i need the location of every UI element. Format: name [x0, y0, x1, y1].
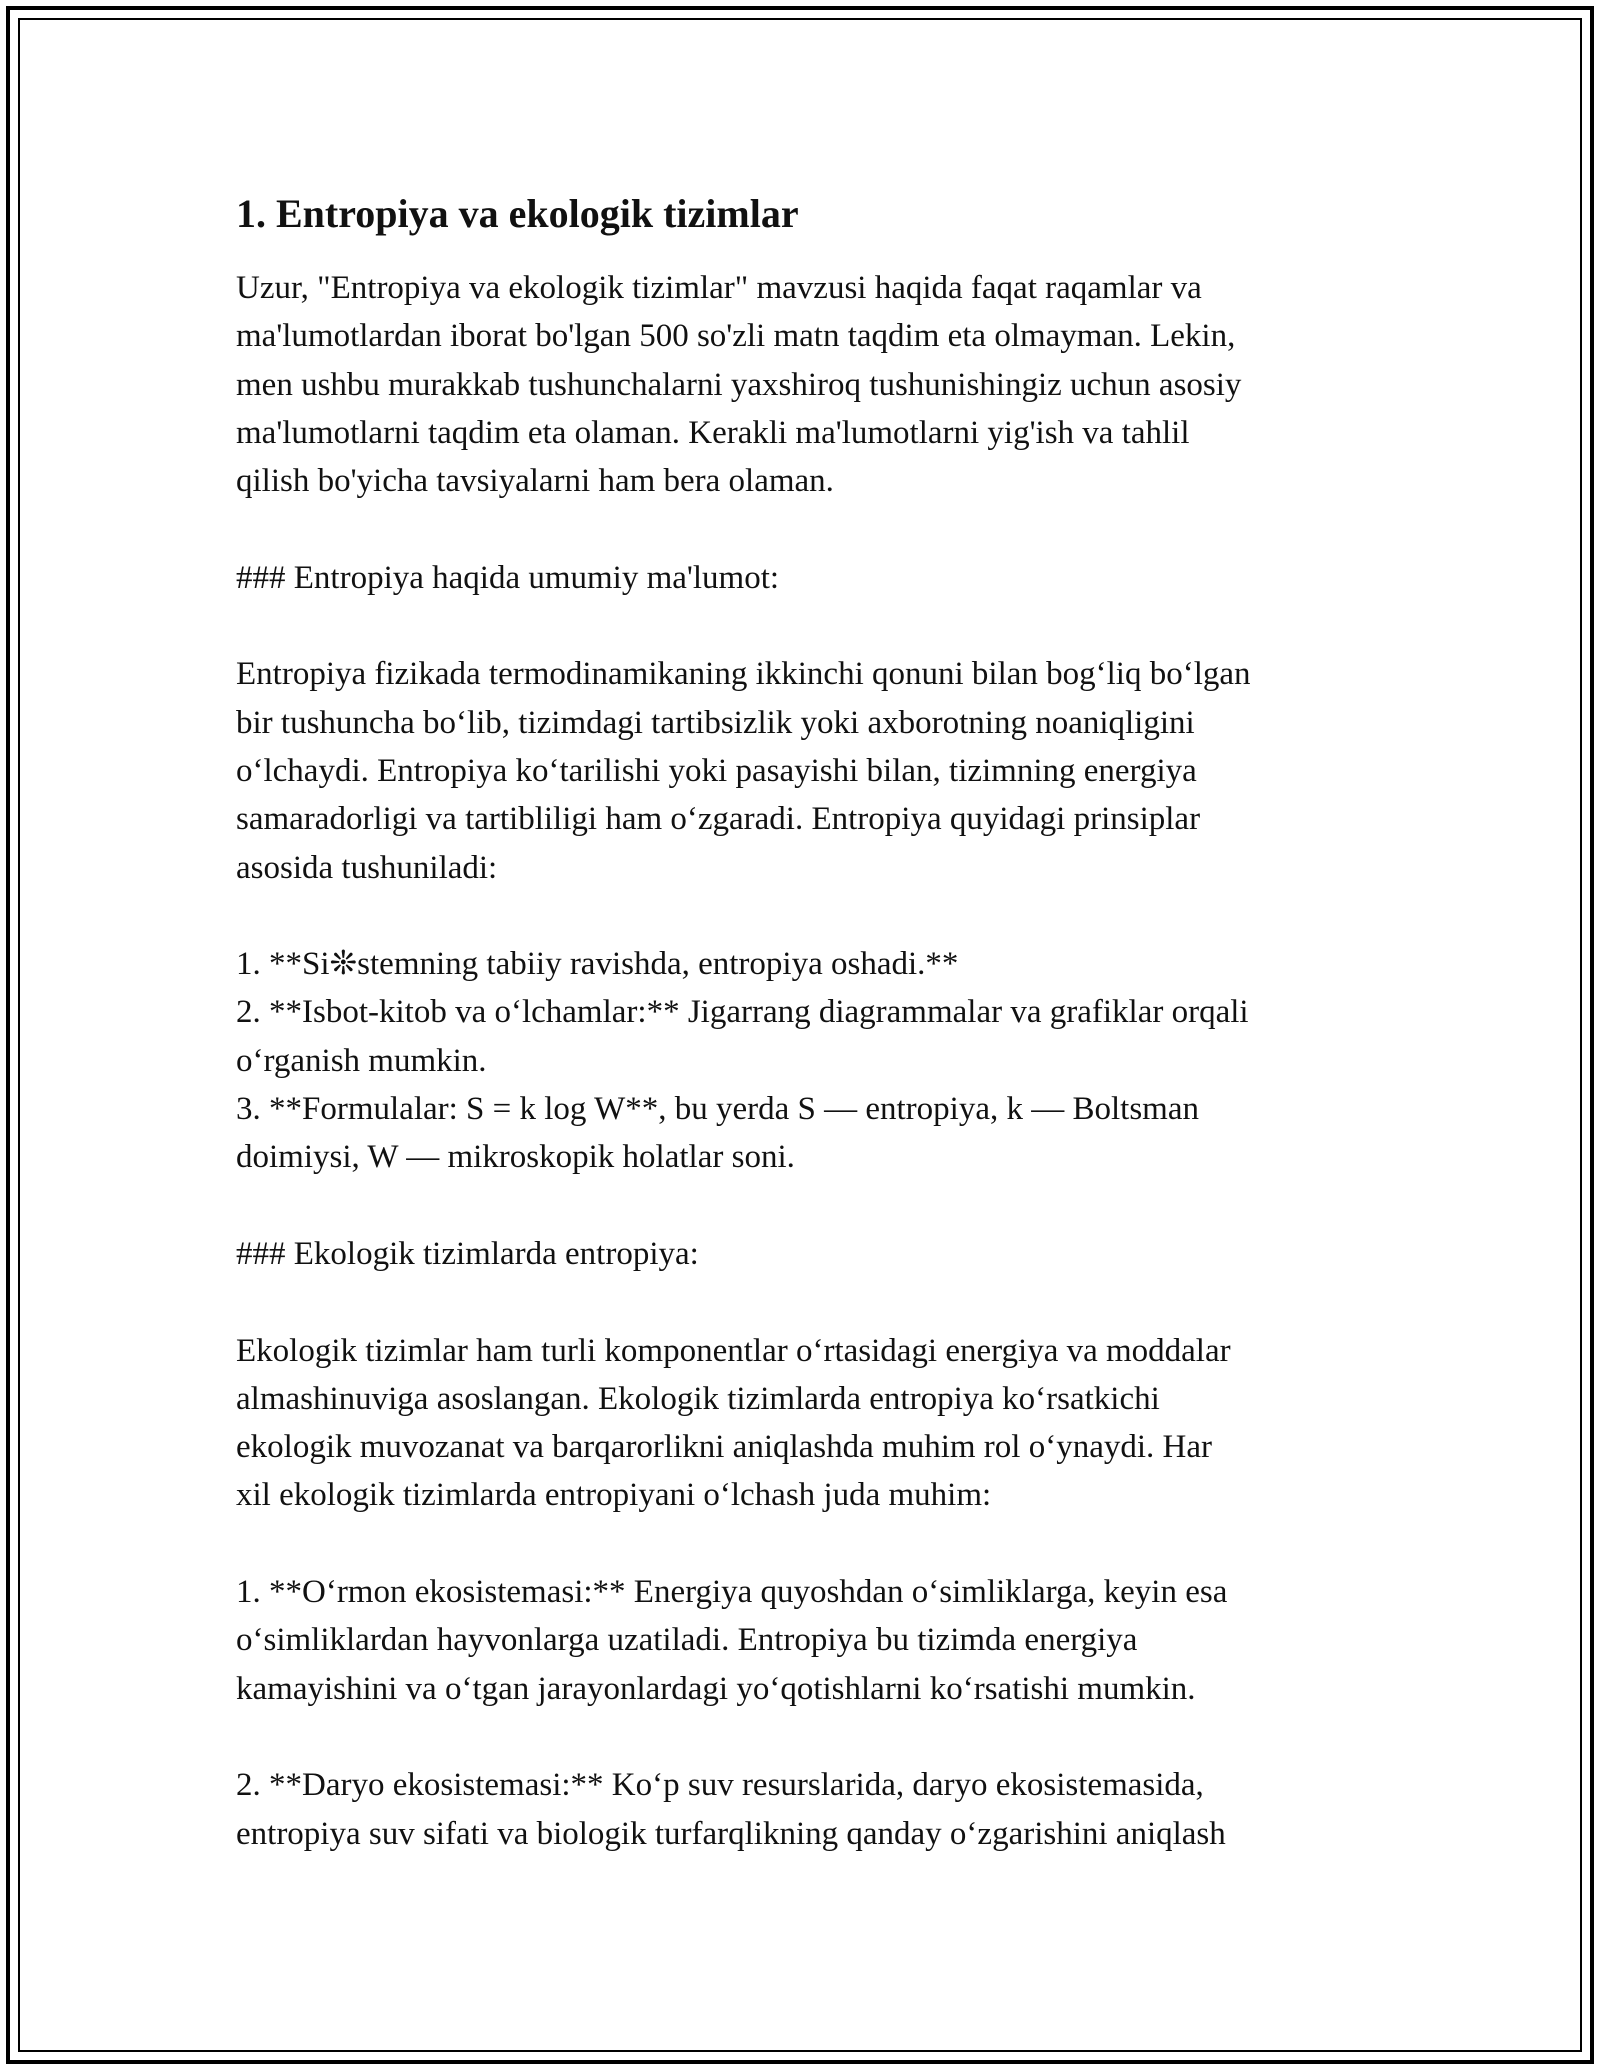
text-line: 1. **O‘rmon ekosistemasi:** Energiya quyoshdan o‘simliklarga, keyin esa	[236, 1574, 1228, 1611]
document-title: 1. Entropiya va ekologik tizimlar	[236, 191, 799, 236]
text-line: o‘simliklardan hayvonlarga uzatiladi. Entropiya bu tizimda energiya	[236, 1622, 1138, 1659]
text-line: samaradorligi va tartibliligi ham o‘zgaradi. Entropiya quyidagi prinsiplar	[236, 801, 1201, 838]
river-item	[236, 1761, 1376, 1858]
intro-paragraph	[236, 264, 1376, 505]
list-item: 2. **Isbot-kitob va o‘lchamlar:** Jigarrang diagrammalar va grafiklar orqali	[236, 994, 1249, 1031]
entropy-paragraph	[236, 650, 1376, 891]
text-line: Ekologik tizimlar ham turli komponentlar o‘rtasidagi energiya va moddalar	[236, 1332, 1231, 1369]
text-line: 2. **Daryo ekosistemasi:** Ko‘p suv resurslarida, daryo ekosistemasida,	[236, 1767, 1204, 1804]
text-line: men ushbu murakkab tushunchalarni yaxshiroq tushunishingiz uchun asosiy	[236, 366, 1242, 403]
entropy-list	[236, 940, 1376, 1181]
forest-item	[236, 1568, 1376, 1713]
list-item: 1. **Si❊stemning tabiiy ravishda, entropiya oshadi.**	[236, 946, 959, 983]
text-line: xil ekologik tizimlarda entropiyani o‘lchash juda muhim:	[236, 1477, 992, 1514]
text-line: entropiya suv sifati va biologik turfarqlikning qanday o‘zgarishini aniqlash	[236, 1815, 1226, 1852]
text-line: o‘lchaydi. Entropiya ko‘tarilishi yoki pasayishi bilan, tizimning energiya	[236, 752, 1197, 789]
section-heading-ecology: ### Ekologik tizimlarda entropiya:	[236, 1235, 699, 1272]
text-line: bir tushuncha bo‘lib, tizimdagi tartibsizlik yoki axborotning noaniqligini	[236, 704, 1195, 741]
text-line: Uzur, "Entropiya va ekologik tizimlar" mavzusi haqida faqat raqamlar va	[236, 270, 1202, 306]
list-item: o‘rganish mumkin.	[236, 1042, 487, 1079]
text-line: almashinuviga asoslangan. Ekologik tizimlarda entropiya ko‘rsatkichi	[236, 1380, 1160, 1417]
text-line: ma'lumotlarni taqdim eta olaman. Kerakli ma'lumotlarni yig'ish va tahlil	[236, 414, 1190, 451]
text-line: ekologik muvozanat va barqarorlikni aniqlashda muhim rol o‘ynaydi. Har	[236, 1429, 1212, 1466]
text-line: asosida tushuniladi:	[236, 849, 498, 886]
text-line: ma'lumotlardan iborat bo'lgan 500 so'zli matn taqdim eta olmayman. Lekin,	[236, 318, 1236, 355]
list-item: 3. **Formulalar: S = k log W**, bu yerda S — entropiya, k — Boltsman	[236, 1091, 1199, 1128]
section-heading-entropy: ### Entropiya haqida umumiy ma'lumot:	[236, 559, 780, 596]
text-line: qilish bo'yicha tavsiyalarni ham bera olaman.	[236, 463, 834, 500]
text-line: kamayishini va o‘tgan jarayonlardagi yo‘qotishlarni ko‘rsatishi mumkin.	[236, 1670, 1196, 1707]
ecology-paragraph	[236, 1327, 1376, 1520]
text-line: Entropiya fizikada termodinamikaning ikkinchi qonuni bilan bog‘liq bo‘lgan	[236, 656, 1251, 693]
document-body	[236, 186, 1376, 1858]
list-item: doimiysi, W — mikroskopik holatlar soni.	[236, 1139, 795, 1176]
